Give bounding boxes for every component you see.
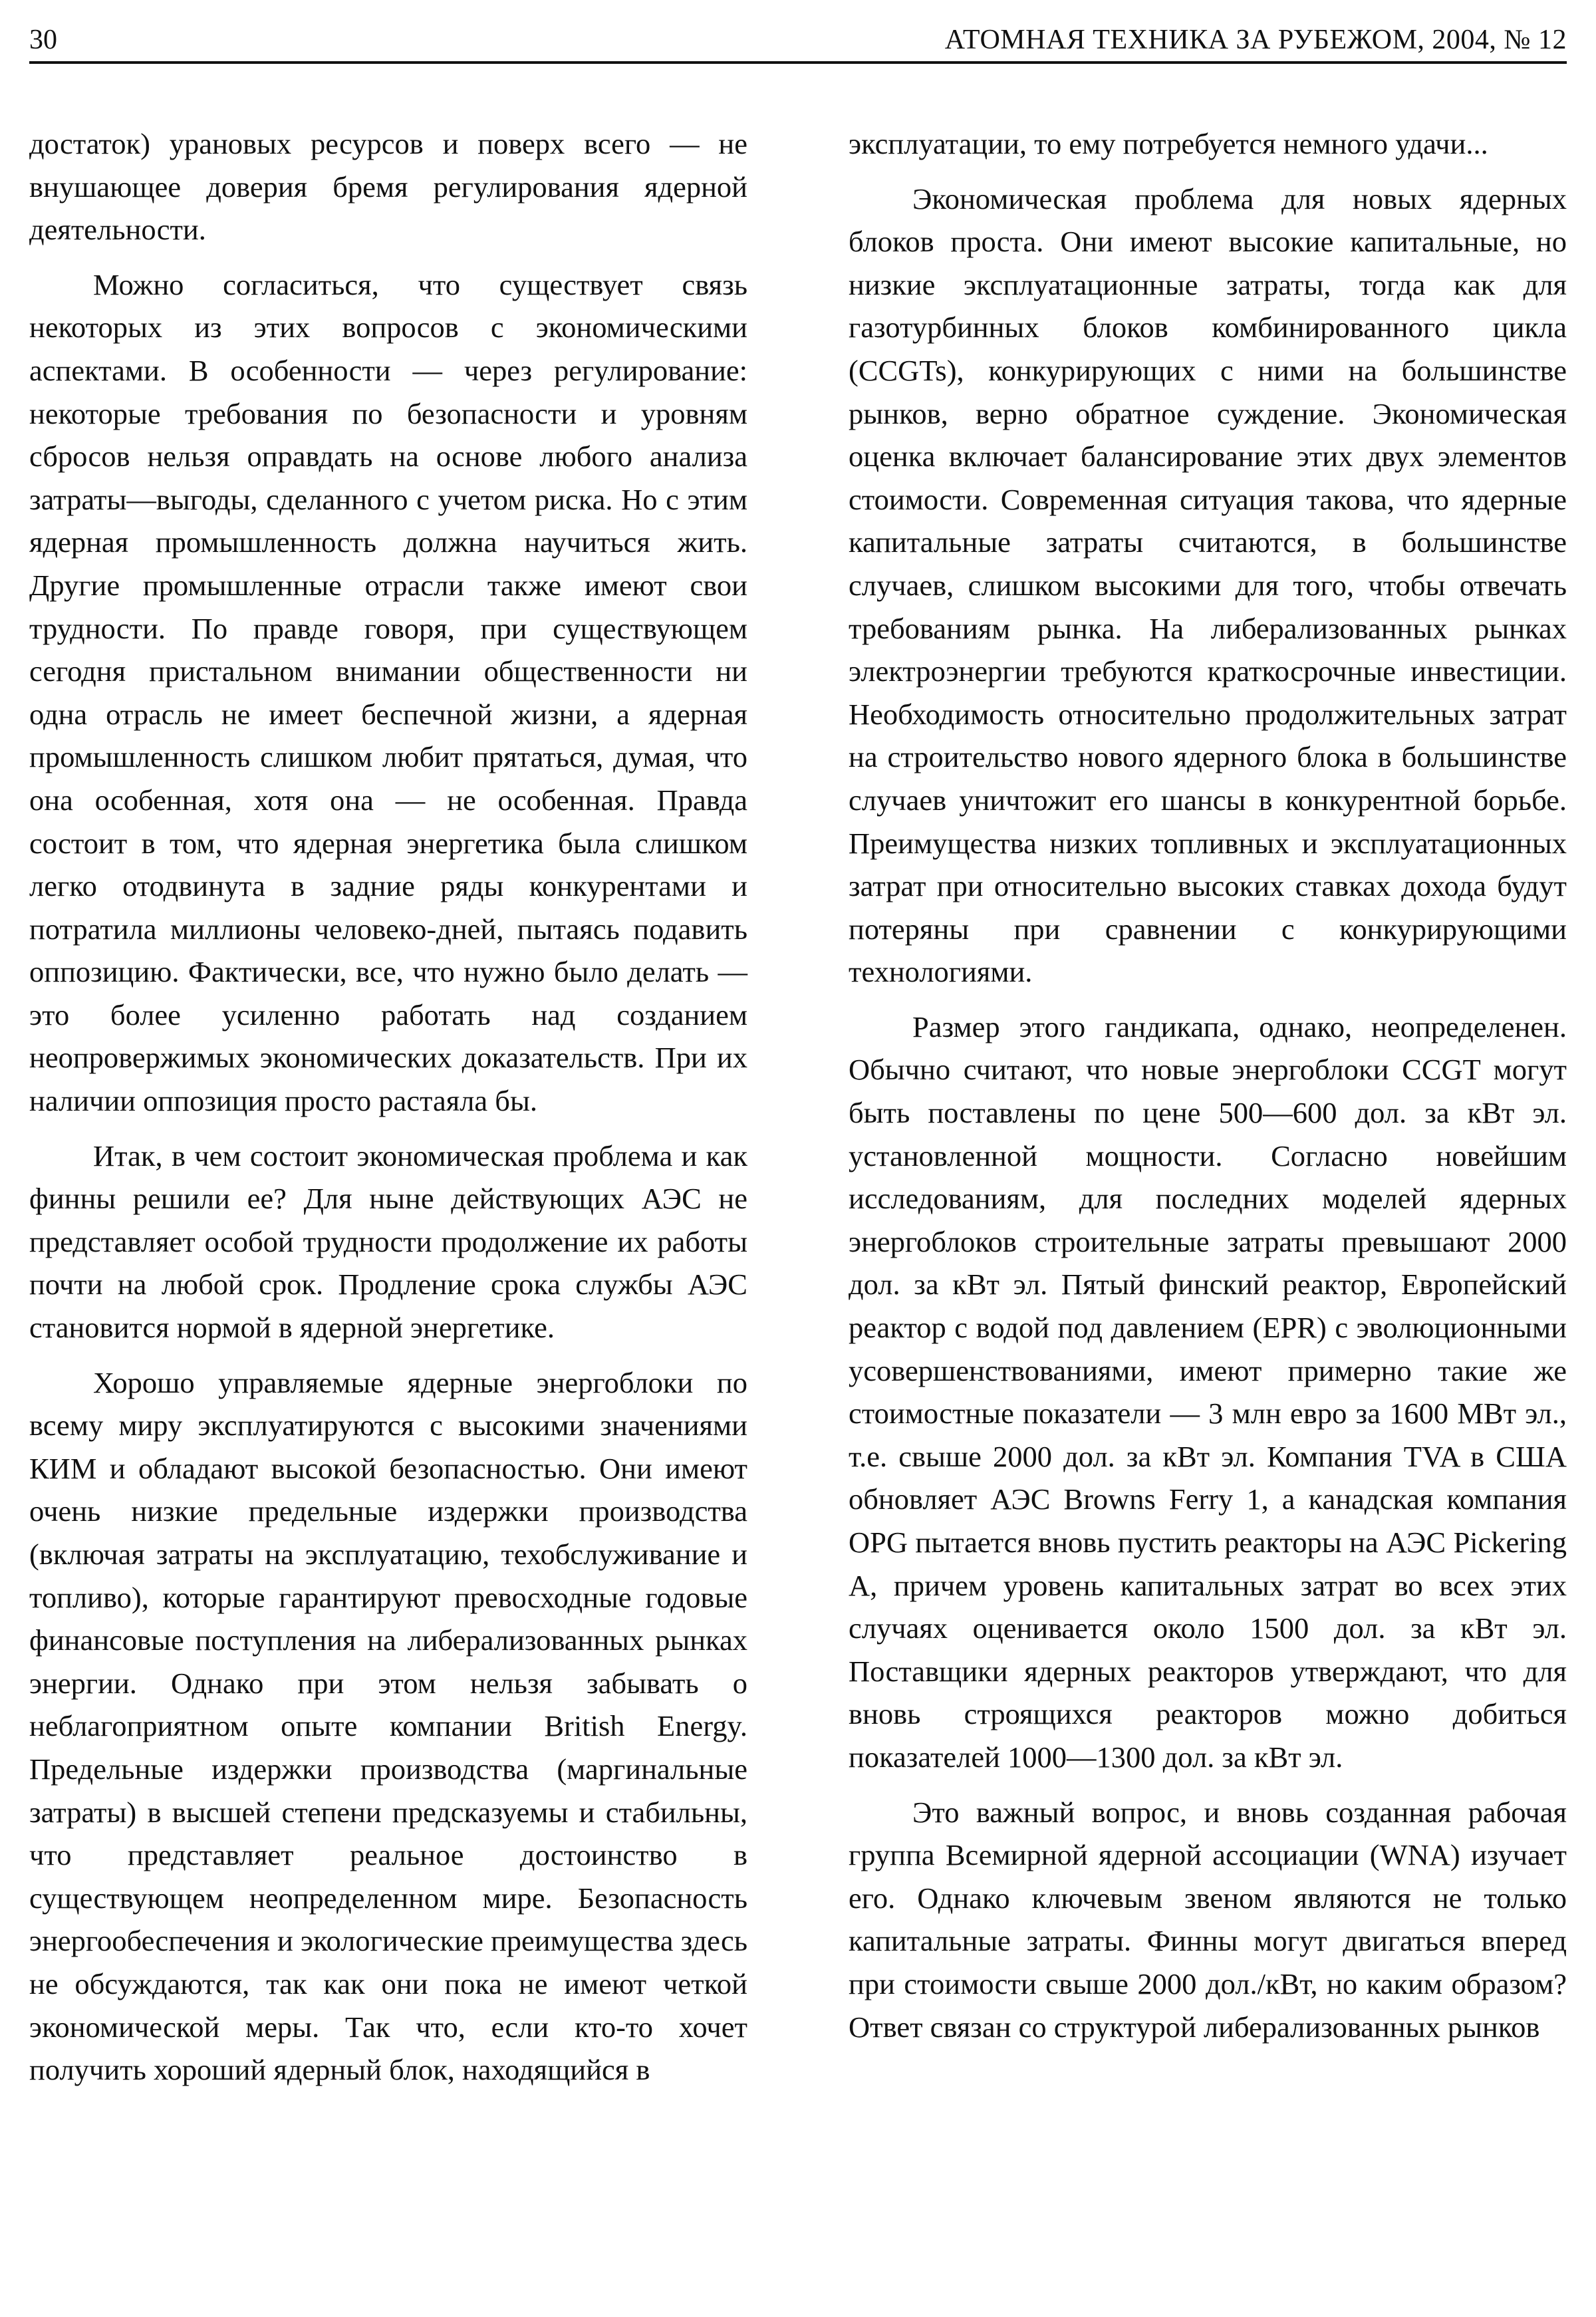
page-header — [29, 20, 1567, 64]
running-title: АТОМНАЯ ТЕХНИКА ЗА РУБЕЖОМ, 2004, № 12 — [944, 25, 1567, 55]
paragraph: Можно согласиться, что существует связь некоторых из этих вопросов с экономическими аспектами. В особенности — через регулирование: некоторые требования по безопасности и уровням сбросов нельзя оправдать на основе любого анализа затраты—выгоды, сделанного с учетом риска. Но с этим ядерная промышленность должна научиться жить. Другие промышленные отрасли также имеют свои трудности. По правде говоря, при существующем сегодня пристальном внимании общественности ни одна отрасль не имеет беспечной жизни, а ядерная промышленность слишком любит прятаться, думая, что она особенная, хотя она — не особенная. Правда состоит в том, что ядерная энергетика была слишком легко отодвинута в задние ряды конкурентами и потратила миллионы человеко-дней, пытаясь подавить оппозицию. Фактически, все, что нужно было делать — это более усиленно работать над созданием неопровержимых экономических доказательств. При их наличии оппозиция просто растаяла бы. — [29, 267, 747, 1118]
paragraph: Хорошо управляемые ядерные энергоблоки по всему миру эксплуатируются с высокими значениями КИМ и обладают высокой безопасностью. Они имеют очень низкие предельные издержки производства (включая затраты на эксплуатацию, техобслуживание и топливо), которые гарантируют превосходные годовые финансовые поступления на либерализованных рынках энергии. Однако при этом нельзя забывать о неблагоприятном опыте компании British Energy. Предельные издержки производства (маргинальные затраты) в высшей степени предсказуемы и стабильны, что представляет реальное достоинство в существующем неопределенном мире. Безопасность энергообеспечения и экологические преимущества здесь не обсуждаются, так как они пока не имеют четкой экономической меры. Так что, если кто-то хочет получить хороший ядерный блок, находящийся в — [29, 1365, 747, 2087]
left-text-column — [29, 122, 747, 2092]
paragraph: Это важный вопрос, и вновь созданная рабочая группа Всемирной ядерной ассоциации (WNA) изучает его. Однако ключевым звеном являются не только капитальные затраты. Финны могут двигаться вперед при стоимости свыше 2000 дол./кВт, но каким образом? Ответ связан со структурой либерализованных рынков — [849, 1795, 1567, 2044]
paragraph: достаток) урановых ресурсов и поверх всего — не внушающее доверия бремя регулирования ядерной деятельности. — [29, 127, 747, 247]
page-number: 30 — [29, 25, 57, 55]
paragraph: Экономическая проблема для новых ядерных блоков проста. Они имеют высокие капитальные, но низкие эксплуатационные затраты, тогда как для газотурбинных блоков комбинированного цикла (CCGTs), конкурирующих с ними на большинстве рынков, верно обратное суждение. Экономическая оценка включает балансирование этих двух элементов стоимости. Современная ситуация такова, что ядерные капитальные затраты считаются, в большинстве случаев, слишком высокими для того, чтобы отвечать требованиям рынка. На либерализованных рынках электроэнергии требуются краткосрочные инвестиции. Необходимость относительно продолжительных затрат на строительство нового ядерного блока в большинстве случаев уничтожит его шансы в конкурентной борьбе. Преимущества низких топливных и эксплуатационных затрат при относительно высоких ставках дохода будут потеряны при сравнении с конкурирующими технологиями. — [849, 182, 1567, 989]
paragraph: эксплуатации, то ему потребуется немного удачи... — [849, 127, 1488, 160]
paragraph: Итак, в чем состоит экономическая проблема и как финны решили ее? Для ныне действующих АЭС не представляет особой трудности продолжение их работы почти на любой срок. Продление срока службы АЭС становится нормой в ядерной энергетике. — [29, 1139, 747, 1345]
paragraph: Размер этого гандикапа, однако, неопределенен. Обычно считают, что новые энергоблоки CCGT могут быть поставлены по цене 500—600 дол. за кВт эл. установленной мощности. Согласно новейшим исследованиям, для последних моделей ядерных энергоблоков строительные затраты превышают 2000 дол. за кВт эл. Пятый финский реактор, Европейский реактор с водой под давлением (EPR) с эволюционными усовершенствованиями, имеют примерно такие же стоимостные показатели — 3 млн евро за 1600 МВт эл., т.е. свыше 2000 дол. за кВт эл. Компания TVA в США обновляет АЭС Browns Ferry 1, а канадская компания OPG пытается вновь пустить реакторы на АЭС Pickering A, причем уровень капитальных затрат во всех этих случаях оценивается около 1500 дол. за кВт эл. Поставщики ядерных реакторов утверждают, что для вновь строящихся реакторов можно добиться показателей 1000—1300 дол. за кВт эл. — [849, 1010, 1567, 1774]
right-text-column — [849, 122, 1567, 2048]
